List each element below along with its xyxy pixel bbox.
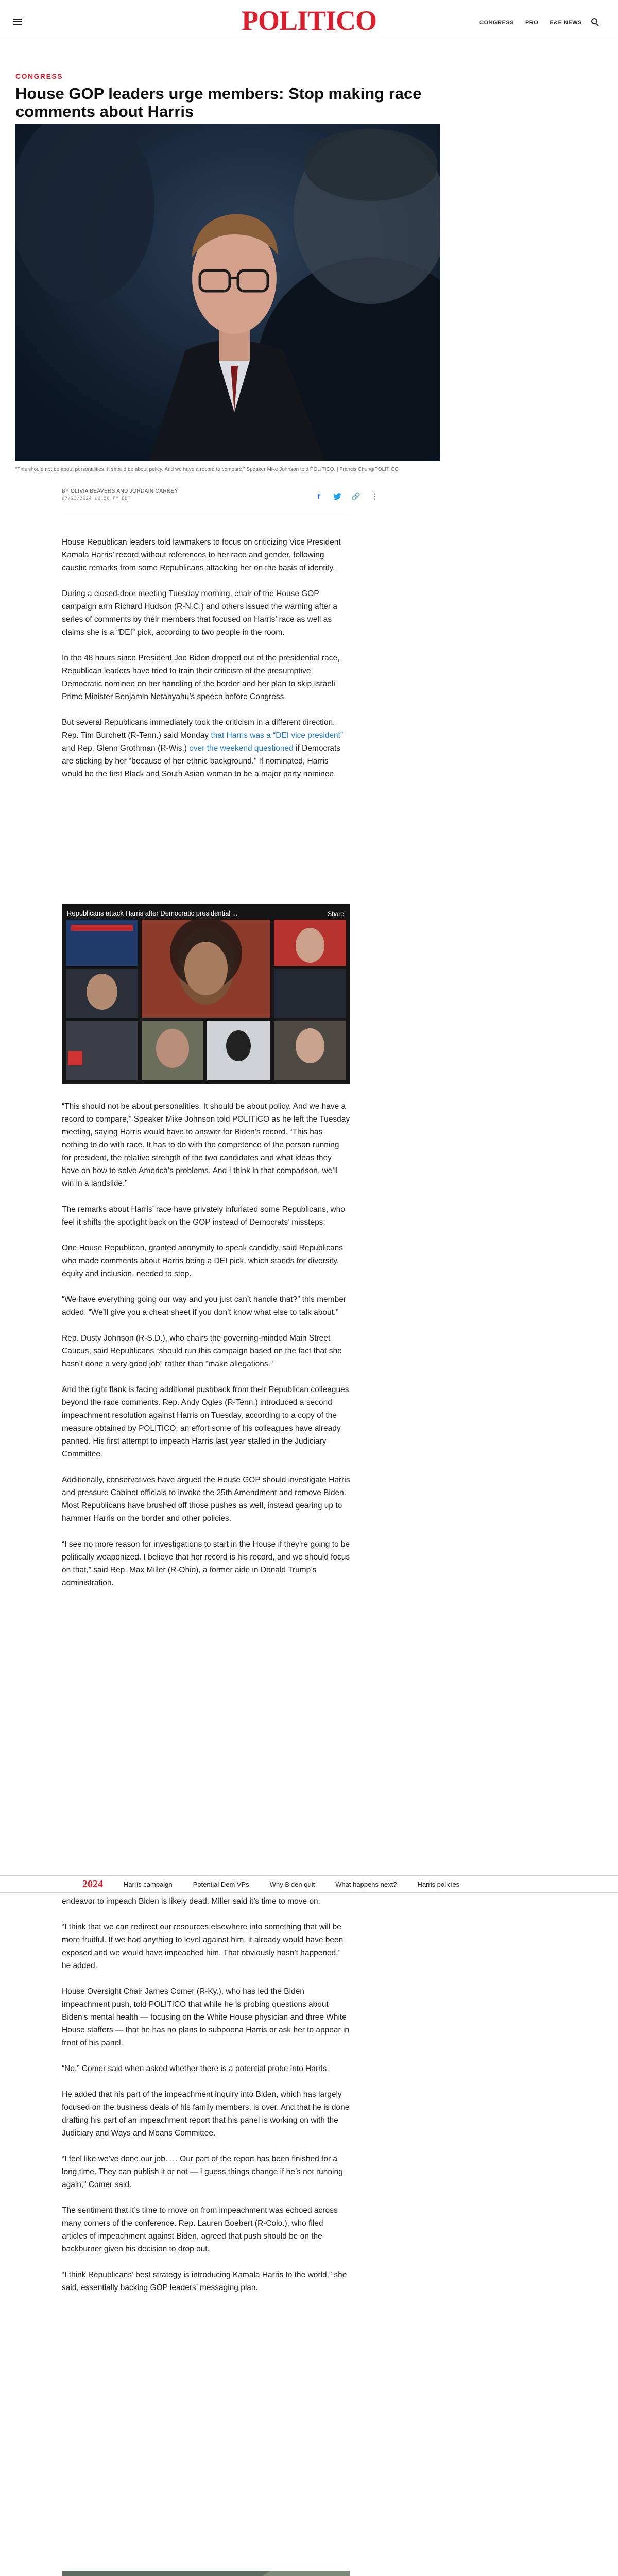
paragraph-with-links bbox=[62, 716, 350, 781]
paragraph: “I see no more reason for investigations to start in the House if they’re going to be politically weaponized. I believe that her record is his record, and we should focus on that,” said Rep. Max Miller (R-Ohio), a former aide in Donald Trump’s administration. bbox=[62, 1540, 350, 1587]
paragraph: “I think that we can redirect our resources elsewhere into something that will be more fruitful. If we had anything to level against him, it already would have been exposed and we would have impeached him. That obviously hasn’t happened,” he added. bbox=[62, 1923, 344, 1970]
topic-potential-dem-vps[interactable]: Potential Dem VPs bbox=[193, 1880, 249, 1888]
search-icon[interactable] bbox=[591, 18, 597, 24]
nav-pro[interactable]: PRO bbox=[525, 20, 539, 26]
topic-why-biden-quit[interactable]: Why Biden quit bbox=[269, 1880, 315, 1888]
article-body-part-1 bbox=[62, 536, 350, 781]
topic-harris-campaign[interactable]: Harris campaign bbox=[124, 1880, 173, 1888]
gallery-share-button[interactable]: Share bbox=[327, 910, 344, 918]
paragraph: Additionally, conservatives have argued the House GOP should investigate Harris and pressure Cabinet officials to invoke the 25th Amendment and remove Biden. Most Republicans have brushed off those pushes as well, instead gearing up to hammer Harris on the border and other policies. bbox=[62, 1476, 350, 1523]
gallery-thumbnails bbox=[62, 904, 350, 1084]
politico-logo[interactable]: POLITICO bbox=[241, 5, 377, 36]
headline: House GOP leaders urge members: Stop making race comments about Harris bbox=[15, 84, 422, 121]
paragraph: The sentiment that it’s time to move on from impeachment was echoed across many corners of the conference. Rep. Lauren Boebert (R-Colo.), who filed articles of impeachment against Biden, agreed that push should be on the backburner given his decision to drop out. bbox=[62, 2206, 338, 2253]
paragraph: House Republican leaders told lawmakers to focus on criticizing Vice President Kamala Harris’ record without references to her race and gender, following caustic remarks from some Republicans attacking her on the basis of identity. bbox=[62, 538, 341, 572]
article-body-part-3 bbox=[62, 1895, 350, 2294]
twitter-icon[interactable] bbox=[332, 490, 343, 502]
dei-link[interactable]: that Harris was a “DEI vice president” bbox=[211, 731, 344, 740]
article-body-part-2 bbox=[62, 1100, 350, 1589]
video-gallery[interactable] bbox=[62, 904, 350, 1084]
text: if Democrats are sticking by her “because of her ethnic background.” If nominated, Harris would be the first Black and South Asian woman to be a major party nominee. bbox=[62, 744, 341, 778]
facebook-icon[interactable]: f bbox=[317, 492, 320, 500]
paragraph: In the 48 hours since President Joe Biden dropped out of the presidential race, Republican leaders have tried to train their criticism of the presumptive Democratic nominee on her handling of the border and her plan to skip Israeli Prime Minister Benjamin Netanyahu’s speech before Congress. bbox=[62, 654, 340, 701]
paragraph: “No,” Comer said when asked whether there is a potential probe into Harris. bbox=[62, 2064, 329, 2073]
paragraph: “We have everything going our way and you just can’t handle that?” this member added. “We’ll give you a cheat sheet if you don’t know what else to talk about.” bbox=[62, 1295, 346, 1317]
byline-authors[interactable]: BY OLIVIA BEAVERS AND JORDAIN CARNEY bbox=[62, 488, 178, 494]
header-nav bbox=[479, 20, 582, 26]
text: and Rep. Glenn Grothman (R-Wis.) bbox=[62, 744, 190, 753]
hero-image bbox=[15, 124, 440, 461]
paragraph: endeavor to impeach Biden is likely dead. Miller said it’s time to move on. bbox=[62, 1897, 320, 1906]
paragraph: “This should not be about personalities. It should be about policy. And we have a record to compare,” Speaker Mike Johnson told POLITICO as he left the Tuesday meeting, saying Harris would have to answer for Biden’s record. “This has nothing to do with race. It has to do with the competence of the person running for president, the relative strength of the two candidates and what ideas they have on how to solve America’s problems. And I think in that comparison, we’ll win in a landslide.” bbox=[62, 1102, 350, 1188]
site-header bbox=[0, 0, 618, 39]
topic-what-happens-next[interactable]: What happens next? bbox=[335, 1880, 397, 1888]
hero-photo-illustration bbox=[15, 124, 440, 461]
topic-harris-policies[interactable]: Harris policies bbox=[417, 1880, 460, 1888]
article-photo bbox=[62, 2571, 350, 2576]
link-icon[interactable]: 🔗 bbox=[351, 492, 360, 500]
paragraph: One House Republican, granted anonymity to speak candidly, said Republicans who made comments about Harris being a DEI pick, which stands for diversity, equity and inclusion, needed to stop. bbox=[62, 1244, 343, 1278]
topic-nav-bar bbox=[0, 1875, 618, 1893]
weekend-link[interactable]: over the weekend questioned bbox=[189, 744, 294, 753]
more-icon[interactable]: ⋮ bbox=[371, 492, 378, 500]
paragraph: The remarks about Harris’ race have privately infuriated some Republicans, who feel it shifts the spotlight back on the GOP instead of Democrats’ missteps. bbox=[62, 1205, 345, 1227]
nav-congress[interactable]: CONGRESS bbox=[479, 20, 514, 26]
publish-date: 07/23/2024 06:56 PM EDT bbox=[62, 496, 131, 501]
gallery-title: Republicans attack Harris after Democratic presidential ... bbox=[67, 909, 238, 917]
share-tools bbox=[313, 490, 380, 502]
paragraph: “I feel like we’ve done our job. … Our part of the report has been finished for a long time. They can publish it or not — I guess things change if he’s not running again,” Comer said. bbox=[62, 2155, 343, 2189]
paragraph: “I think Republicans’ best strategy is introducing Kamala Harris to the world,” she said, essentially backing GOP leaders’ messaging plan. bbox=[62, 2270, 347, 2292]
photo-illustration bbox=[62, 2571, 350, 2576]
text: But several Republicans immediately took the criticism in a different direction. Rep. Tim Burchett (R-Tenn.) said Monday bbox=[62, 718, 335, 740]
election-2024-logo[interactable] bbox=[82, 1878, 103, 1890]
hero-caption: “This should not be about personalities. It should be about policy. And we have a record to compare,” Speaker Mike Johnson told POLITICO. | Francis Chung/POLITICO bbox=[15, 467, 399, 472]
paragraph: And the right flank is facing additional pushback from their Republican colleagues beyond the race comments. Rep. Andy Ogles (R-Tenn.) introduced a second impeachment resolution against Harris on Tuesday, according to a copy of the measure obtained by POLITICO, an effort some of his colleagues have already panned. His first attempt to impeach Harris last year stalled in the Judiciary Committee. bbox=[62, 1385, 349, 1459]
paragraph: During a closed-door meeting Tuesday morning, chair of the House GOP campaign arm Richard Hudson (R-N.C.) and others issued the warning after a series of comments by their members that focused on Harris’ race as well as claims she is a “DEI” pick, according to two people in the room. bbox=[62, 589, 337, 637]
nav-ee-news[interactable]: E&E NEWS bbox=[550, 20, 582, 26]
paragraph: Rep. Dusty Johnson (R-S.D.), who chairs the governing-minded Main Street Caucus, said Republicans “should run this campaign based on the fact that she hasn’t done a very good job” rather than “make allegations.” bbox=[62, 1334, 342, 1368]
paragraph: He added that his part of the impeachment inquiry into Biden, which has largely focused on the business deals of his family members, is over. And that he is done drafting his part of an impeachment report that his panel is working on with the Judiciary and Ways and Means Committee. bbox=[62, 2090, 350, 2138]
byline bbox=[62, 488, 350, 501]
section-label[interactable]: CONGRESS bbox=[15, 72, 63, 80]
election-2024-logo-text: 2024 bbox=[82, 1878, 103, 1890]
paragraph: House Oversight Chair James Comer (R-Ky.), who has led the Biden impeachment push, told POLITICO that while he is probing questions about Biden’s mental health — focusing on the White House physician and three White House staffers — that he has no plans to subpoena Harris or ask her to appear in front of his panel. bbox=[62, 1987, 350, 2047]
